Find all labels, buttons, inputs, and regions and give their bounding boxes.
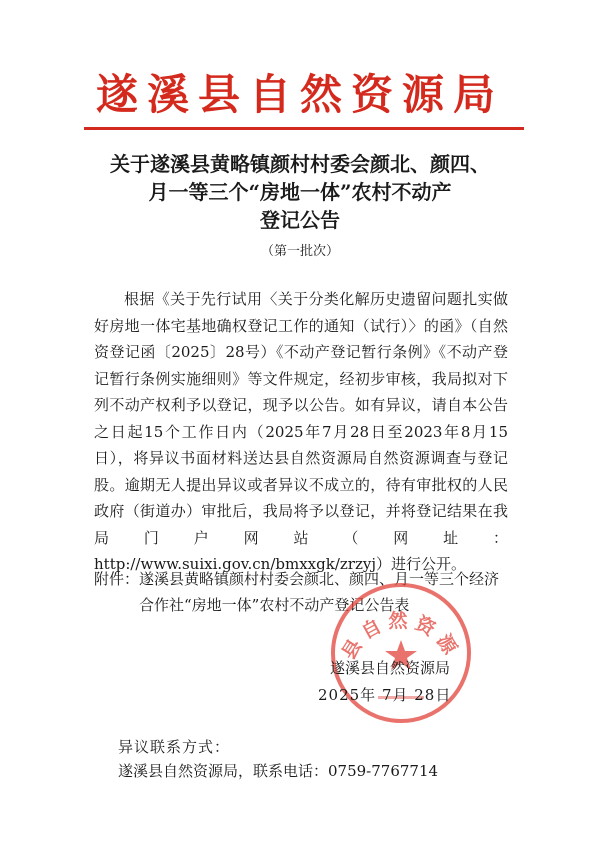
batch-label: （第一批次） [260,244,339,259]
official-seal-icon [326,578,476,728]
letterhead-red-rule [84,127,524,130]
notice-body-paragraph: 根据《关于先行试用〈关于分类化解历史遗留问题扎实做好房地一体宅基地确权登记工作的通知（试行）〉的函》（自然资登记函〔2025〕28号）《不动产登记暂行条例》《不动产登记暂行条例实施细则》等文件规定，经初步审核，我局拟对下列不动产权利予以登记，现予以公告。如有异议，请自本公告之日起15个工作日内（2025年7月28日至2023年8月15日），将异议书面材料送达县自然资源局自然资源调查与登记股。逾期无人提出异议或者异议不成立的，待有审批权的人民政府（街道办）审批后，我局将予以登记，并将登记结果在我局门户网站（网址：http://www.suixi.gov.cn/bmxxgk/zrzyj）进行公开。 [94,290,508,573]
signer-name: 遂溪县自然资源局 [330,659,451,677]
title-line-2: 月一等三个“房地一体”农村不动产 [148,180,452,204]
contact-phone-line: 遂溪县自然资源局，联系电话：0759-7767714 [118,762,439,780]
attachment-text: 遂溪县黄略镇颜村村委会颜北、颜四、月一等三个经济合作社“房地一体”农村不动产登记公告表 [139,570,500,614]
seal-text: 县自然资源 [337,610,465,664]
attachment-label: 附件： [94,570,140,588]
letterhead-org-name: 遂溪县自然资源局 [95,70,504,119]
title-line-1: 关于遂溪县黄略镇颜村村委会颜北、颜四、 [110,152,490,176]
document-title [0,150,600,234]
title-line-3: 登记公告 [260,208,340,232]
contact-label: 异议联系方式： [118,738,231,756]
signature-date: 2025年 7月 28日 [318,686,452,704]
